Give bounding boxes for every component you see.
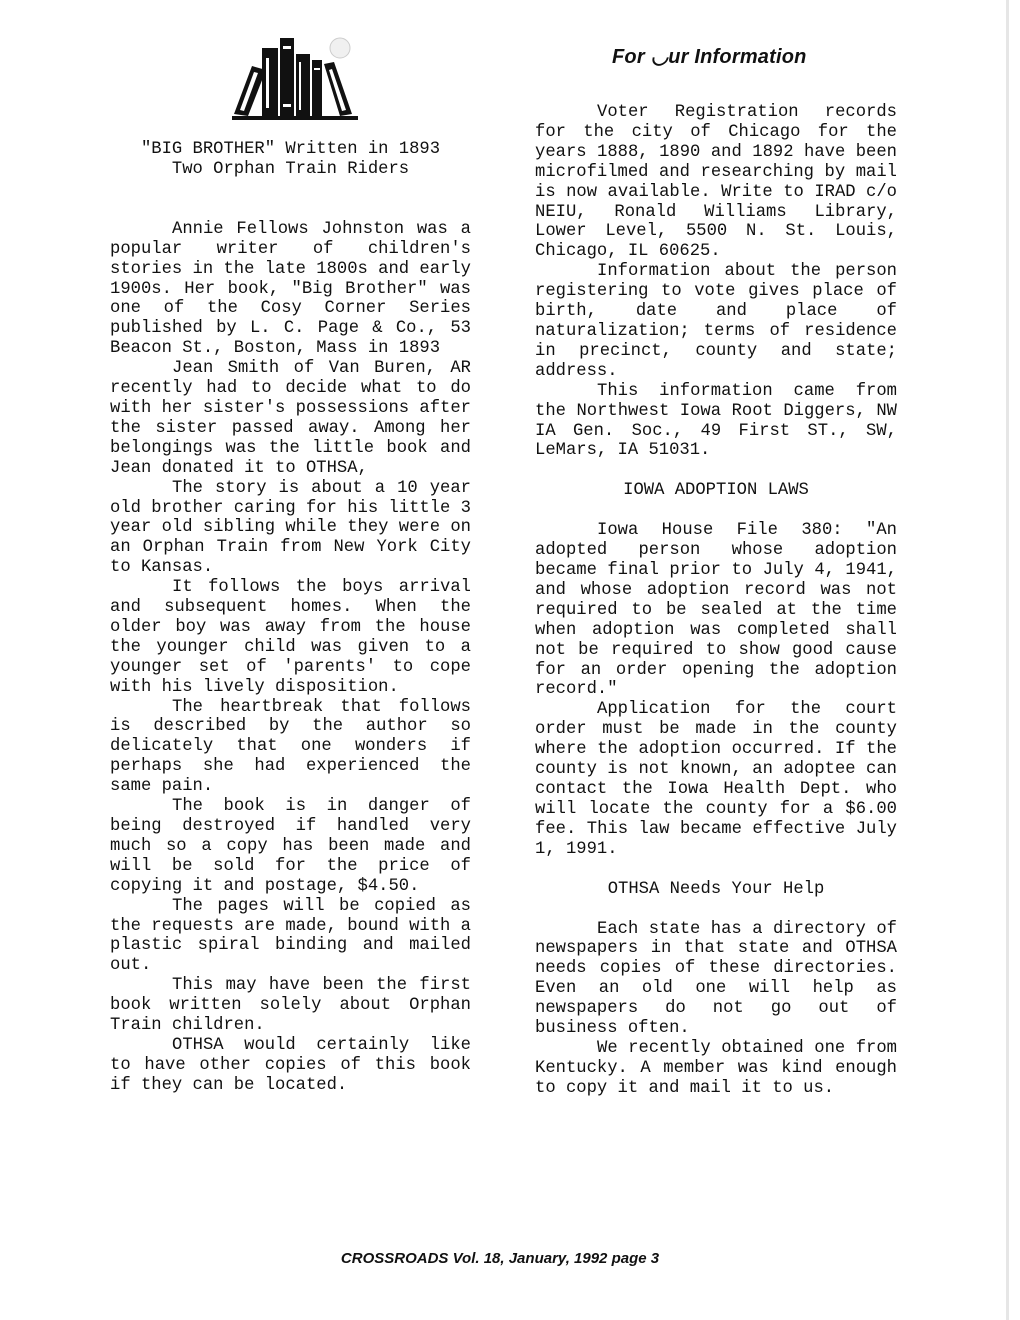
scan-edge — [1006, 0, 1009, 1320]
paragraph: The heartbreak that follows is described by the author so delicately that one wonders if perhaps she had experienced the same pain. — [110, 697, 471, 797]
paragraph: Iowa House File 380: "An adopted person whose adoption became final prior to July 4, 1941, and whose adoption record was not required to be sealed at the time when adoption was completed shall not be required to show good cause for an order opening the adoption record." — [535, 521, 897, 700]
paragraph: We recently obtained one from Kentucky. A member was kind enough to copy it and mail it to us. — [535, 1038, 897, 1098]
heading-adoption: IOWA ADOPTION LAWS — [623, 481, 809, 501]
paragraph: The pages will be copied as the requests are made, bound with a plastic spiral binding and mailed out. — [110, 896, 471, 976]
paragraph: The story is about a 10 year old brother caring for his little 3 year old sibling while they were on an Orphan Train from New York City to Kansas. — [110, 478, 471, 578]
paragraph: Application for the court order must be made in the county where the adoption occurred. If the county is not known, an adoptee can contact the Iowa Health Dept. who will locate the county for a $6.00 fee. This law became effective July 1, 1991. — [535, 700, 897, 859]
paragraph: This may have been the first book written solely about Orphan Train children. — [110, 976, 471, 1036]
paragraph: Voter Registration records for the city of Chicago for the years 1888, 1890 and 1892 have been microfilmed and researching by mail is now available. Write to IRAD c/o NEIU, Ronald Williams Library, Lower Level, 5500 N. St. Louis, Chicago, IL 60625. — [535, 103, 897, 262]
books-logo-icon — [230, 34, 360, 124]
paragraph: Jean Smith of Van Buren, AR recently had to decide what to do with her sister's possessions after the sister passed away. Among her belongings was the little book and Jean donated it to OTHSA, — [110, 359, 471, 478]
paragraph: Each state has a directory of newspapers in that state and OTHSA needs copies of these directories. Even an old one will help as newspapers do not go out of business often. — [535, 919, 897, 1039]
paragraph: This information came from the Northwest Iowa Root Diggers, NW IA Gen. Soc., 49 First ST., SW, LeMars, IA 51031. — [535, 381, 897, 461]
left-column — [110, 140, 471, 1096]
paragraph: Information about the person registering to vote gives place of birth, date and place of naturalization; terms of residence in precinct, county and state; address. — [535, 262, 897, 381]
article-subtitle: Two Orphan Train Riders — [171, 159, 410, 179]
paragraph: It follows the boys arrival and subsequent homes. When the older boy was away from the house the younger child was given to a younger set of 'parents' to cope with his lively disposition. — [110, 578, 471, 697]
heading-help: OTHSA Needs Your Help — [607, 879, 825, 899]
section-title: For ◡ur Information — [612, 46, 807, 68]
page-footer: CROSSROADS Vol. 18, January, 1992 page 3 — [340, 1250, 660, 1267]
article-title: "BIG BROTHER" Written in 1893 — [140, 140, 441, 159]
paragraph: The book is in danger of being destroyed if handled very much so a copy has been made and will be sold for the price of copying it and postage, $4.50. — [110, 797, 471, 896]
paragraph: Annie Fellows Johnston was a popular writer of children's stories in the late 1800s and early 1900s. Her book, "Big Brother" was one of the Cosy Corner Series published by L. C. Page & Co., 53 Beacon St., Boston, Mass in 1893 — [110, 219, 471, 359]
paragraph: OTHSA would certainly like to have other copies of this book if they can be located. — [110, 1035, 471, 1095]
right-column — [535, 103, 897, 1099]
